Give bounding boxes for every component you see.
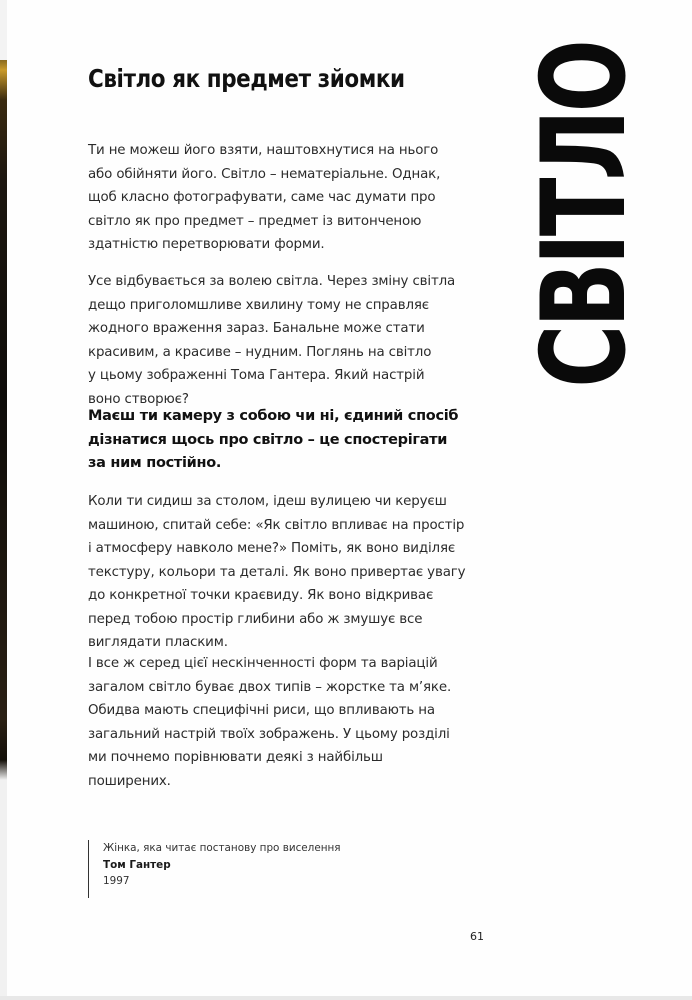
paragraph-2 [88,270,456,411]
text-line: воно створює? [88,391,189,407]
caption-work-title: Жінка, яка читає постанову про виселення [103,842,341,854]
text-line: світло як про предмет – предмет із витонченою [88,213,422,229]
caption-year: 1997 [103,875,130,887]
text-line: здатністю перетворювати форми. [88,237,325,252]
text-line: машиною, спитай себе: «Як світло впливає на простір [88,517,465,533]
caption-author: Том Гантер [103,858,171,871]
text-line: ми почнемо порівнювати деякі з найбільш [88,750,383,765]
text-line: у цьому зображенні Тома Гантера. Який настрій [88,368,425,383]
vertical-section-word [517,42,652,436]
text-line: і атмосферу навколо мене?» Поміть, як воно виділяє [88,541,456,556]
text-line: виглядати пласким. [88,635,228,650]
text-line: перед тобою простір глибини або ж змушує все [88,611,423,627]
text-line: до конкретної точки краєвиду. Як воно відкриває [88,588,434,603]
page-number: 61 [470,930,484,943]
text-line: Обидва мають специфічні риси, що впливають на [88,703,435,718]
text-line: І все ж серед цієї нескінченності форм та варіацій [88,656,438,671]
page-title: Світло як предмет зйомки [88,64,405,93]
text-line: поширених. [88,773,171,789]
paragraph-1 [88,139,448,257]
vertical-section-word-text: СВІТЛО [517,42,652,388]
paragraph-4 [88,652,452,793]
paragraph-3 [88,490,466,655]
text-line: загальний настрій твоїх зображень. У цьому розділі [88,726,450,742]
text-line: текстуру, кольори та деталі. Як воно привертає увагу [88,564,466,580]
text-line: дещо приголомшливе хвилину тому не справляє [88,297,429,313]
text-line: Коли ти сидиш за столом, ідеш вулицею чи керуєш [88,494,447,509]
pull-quote-line: Маєш ти камеру з собою чи ні, єдиний спосіб [88,408,459,424]
text-line: щоб класно фотографувати, саме час думати про [88,190,436,205]
text-line: красивим, а красиве – нудним. Поглянь на світло [88,344,432,360]
pull-quote [88,405,459,476]
pull-quote-line: дізнатися щось про світло – це спостерігати [88,431,448,448]
page-bottom-edge [0,996,692,1000]
text-line: Ти не можеш його взяти, наштовхнутися на нього [88,143,439,158]
pull-quote-line: за ним постійно. [88,455,222,471]
photo-caption [88,840,341,898]
text-line: загалом світло буває двох типів – жорстке та м’яке. [88,679,452,695]
text-line: або обійняти його. Світло – нематеріальне. Однак, [88,166,441,182]
facing-page-photo-edge [0,0,7,1000]
text-line: жодного враження зараз. Банальне може стати [88,321,425,336]
text-line: Усе відбувається за волею світла. Через зміну світла [88,274,456,289]
